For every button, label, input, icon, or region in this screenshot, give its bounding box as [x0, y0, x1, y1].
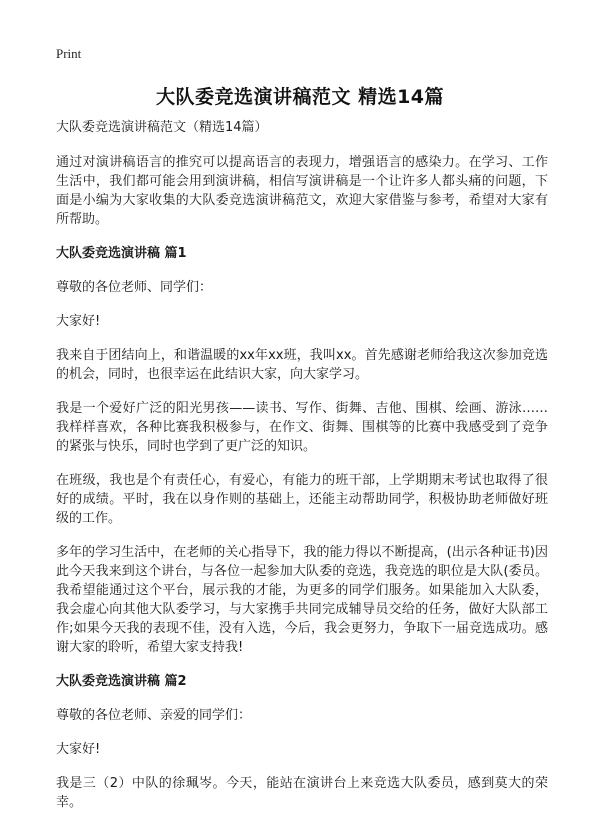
- section-1-paragraph: 我是一个爱好广泛的阳光男孩——读书、写作、街舞、吉他、围棋、绘画、游泳……我样样喜欢，各种比赛我积极参与，在作文、街舞、围棋等的比赛中我感受到了竞争的紧张与快乐，同时也学到了更广泛的知识。: [56, 401, 548, 454]
- document-title: 大队委竞选演讲稿范文 精选14篇: [155, 86, 445, 108]
- section-2-salutation: 尊敬的各位老师、亲爱的同学们：: [56, 708, 252, 723]
- section-heading-2: 大队委竞选演讲稿 篇2: [56, 674, 187, 689]
- document-body: [56, 118, 548, 827]
- section-1-paragraph: 我来自于团结向上，和谐温暖的xx年xx班，我叫xx。首先感谢老师给我这次参加竞选的机会，同时，也很幸运在此结识大家，向大家学习。: [56, 348, 548, 382]
- section-heading-1: 大队委竞选演讲稿 篇1: [56, 246, 187, 261]
- section-1-paragraph: 多年的学习生活中，在老师的关心指导下，我的能力得以不断提高，(出示各种证书)因此今天我来到这个讲台，与各位一起参加大队委的竞选，我竞选的职位是大队(委员。我希望能通过这个平台，展示我的才能，为更多的同学们服务。如果能加入大队委，我会虚心向其他大队委学习，与大家携手共同完成辅导员交给的任务，做好大队部工作;如果今天我的表现不佳，没有入选，今后，我会更努力，争取下一届竞选成功。感谢大家的聆听，希望大家支持我!: [56, 545, 548, 655]
- section-1-greeting: 大家好!: [56, 314, 101, 329]
- section-1-paragraph: 在班级，我也是个有责任心，有爱心，有能力的班干部，上学期期末考试也取得了很好的成绩。平时，我在以身作则的基础上，还能主动帮助同学，积极协助老师做好班级的工作。: [56, 473, 548, 526]
- intro-paragraph: 通过对演讲稿语言的推究可以提高语言的表现力，增强语言的感染力。在学习、工作生活中，我们都可能会用到演讲稿，相信写演讲稿是一个让许多人都头痛的问题，下面是小编为大家收集的大队委竞选演讲稿范文，欢迎大家借鉴与参考，希望对大家有所帮助。: [56, 155, 548, 227]
- section-2-paragraph: 我是三（2）中队的徐珮岑。今天，能站在演讲台上来竞选大队委员，感到莫大的荣幸。: [56, 776, 548, 810]
- section-1-salutation: 尊敬的各位老师、同学们：: [56, 280, 213, 295]
- section-2-greeting: 大家好!: [56, 742, 101, 757]
- print-link[interactable]: Print: [56, 46, 82, 61]
- document-subtitle: 大队委竞选演讲稿范文（精选14篇）: [56, 120, 268, 135]
